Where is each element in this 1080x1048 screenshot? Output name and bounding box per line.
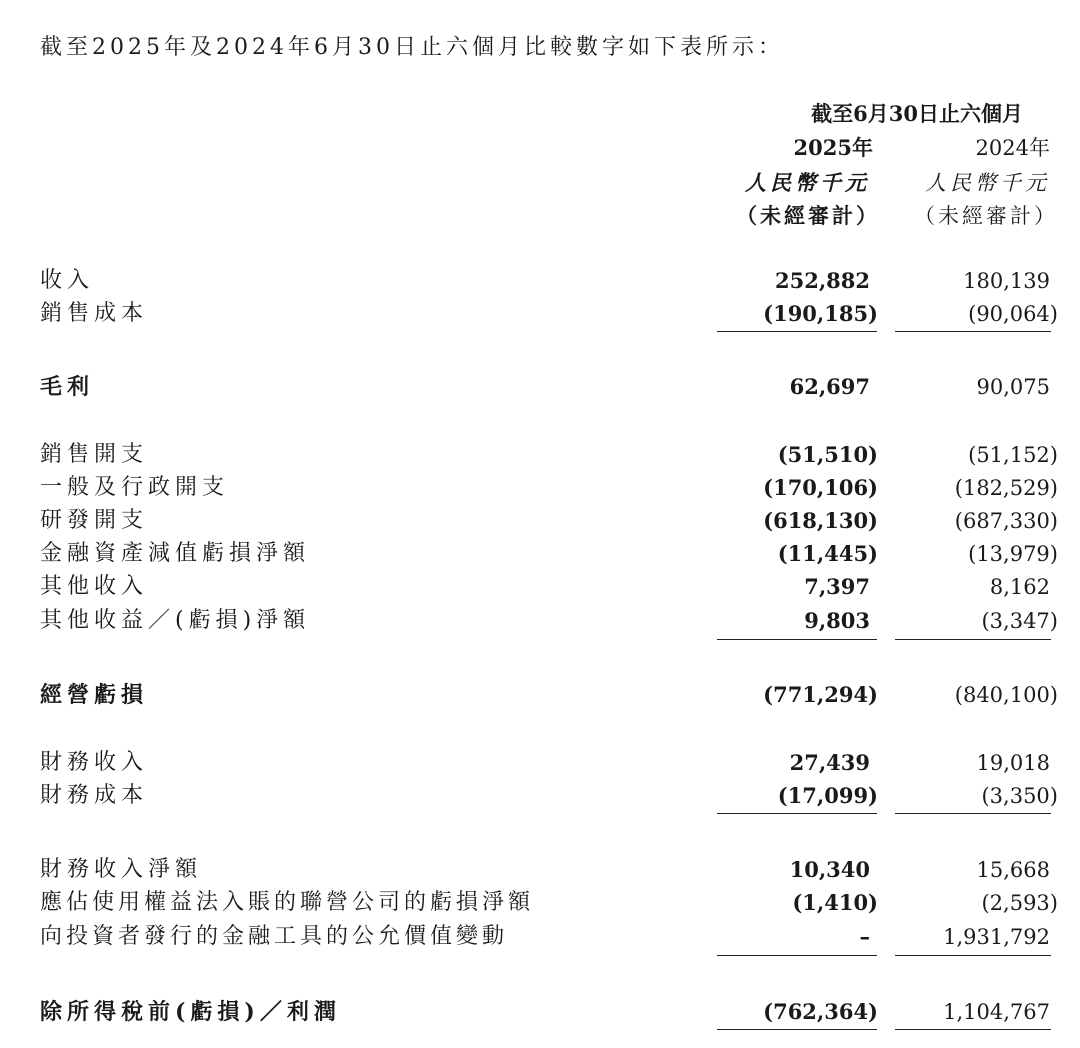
value-2025: (771,294)	[763, 682, 878, 707]
row-label: 除所得稅前(虧損)／利潤	[40, 999, 341, 1025]
table-row	[0, 264, 1080, 298]
value-2024: (3,347)	[981, 609, 1058, 633]
value-2025: (762,364)	[763, 999, 878, 1024]
value-2024: (687,330)	[954, 509, 1058, 533]
value-2024: (3,350)	[981, 784, 1058, 808]
value-2024: (840,100)	[954, 683, 1058, 707]
col1-year: 2025年	[793, 135, 873, 160]
value-2024: 180,139	[963, 269, 1050, 293]
intro-text: 截至2025年及2024年6月30日止六個月比較數字如下表所示：	[40, 35, 784, 60]
value-2024: (13,979)	[968, 542, 1058, 566]
subtotal-rule	[717, 331, 877, 332]
col2-currency: 人民幣千元	[925, 171, 1050, 195]
value-2025: 9,803	[804, 608, 870, 633]
row-label: 財務收入	[40, 750, 149, 775]
period-header: 截至6月30日止六個月	[811, 101, 1023, 126]
row-label: 應佔使用權益法入賬的聯營公司的虧損淨額	[40, 890, 535, 915]
table-row	[0, 886, 1080, 920]
table-row	[0, 678, 1080, 712]
value-2025: (190,185)	[763, 301, 878, 326]
row-label: 銷售開支	[40, 442, 149, 467]
value-2025: (170,106)	[763, 475, 878, 500]
col2-year: 2024年	[975, 136, 1050, 160]
subtotal-rule	[895, 955, 1051, 956]
table-row	[0, 570, 1080, 604]
row-label: 財務收入淨額	[40, 857, 203, 882]
row-label: 財務成本	[40, 783, 149, 808]
col1-currency: 人民幣千元	[745, 170, 870, 195]
value-2025: 252,882	[775, 268, 870, 293]
row-label: 收入	[40, 268, 95, 293]
subtotal-rule	[717, 955, 877, 956]
total-rule	[895, 1029, 1051, 1030]
row-label: 其他收入	[40, 574, 149, 599]
value-2025: (51,510)	[777, 442, 878, 467]
value-2025: 62,697	[789, 374, 870, 399]
value-2025: (618,130)	[763, 508, 878, 533]
table-row	[0, 537, 1080, 571]
table-row	[0, 297, 1080, 331]
subtotal-rule	[895, 813, 1051, 814]
table-row	[0, 471, 1080, 505]
value-2024: 1,931,792	[943, 925, 1050, 949]
subtotal-rule	[717, 813, 877, 814]
value-2024: 90,075	[976, 375, 1050, 399]
value-2024: (51,152)	[968, 443, 1058, 467]
value-2024: 8,162	[989, 575, 1050, 599]
row-label: 銷售成本	[40, 301, 149, 326]
table-row	[0, 504, 1080, 538]
value-2024: 19,018	[976, 751, 1050, 775]
subtotal-rule	[717, 639, 877, 640]
col2-audit: （未經審計）	[914, 204, 1058, 228]
value-2025: 10,340	[789, 857, 870, 882]
value-2024: (182,529)	[954, 476, 1058, 500]
table-row	[0, 604, 1080, 638]
value-2025: 27,439	[789, 750, 870, 775]
total-rule	[717, 1029, 877, 1030]
table-row	[0, 853, 1080, 887]
value-2025: –	[859, 924, 870, 949]
value-2024: 1,104,767	[943, 1000, 1050, 1024]
row-label: 毛利	[40, 374, 95, 400]
table-row	[0, 438, 1080, 472]
table-row	[0, 995, 1080, 1029]
table-row	[0, 779, 1080, 813]
subtotal-rule	[895, 331, 1051, 332]
row-label: 一般及行政開支	[40, 475, 230, 500]
table-row	[0, 920, 1080, 954]
value-2025: 7,397	[804, 574, 870, 599]
subtotal-rule	[895, 639, 1051, 640]
row-label: 研發開支	[40, 508, 149, 533]
table-row	[0, 370, 1080, 404]
value-2024: 15,668	[976, 858, 1050, 882]
value-2024: (2,593)	[981, 891, 1058, 915]
row-label: 金融資產減值虧損淨額	[40, 541, 311, 566]
table-row	[0, 746, 1080, 780]
row-label: 向投資者發行的金融工具的公允價值變動	[40, 924, 509, 949]
row-label: 經營虧損	[40, 682, 149, 708]
value-2025: (11,445)	[777, 541, 878, 566]
value-2025: (17,099)	[777, 783, 878, 808]
row-label: 其他收益／(虧損)淨額	[40, 608, 311, 633]
col1-audit: （未經審計）	[736, 203, 880, 228]
value-2025: (1,410)	[792, 890, 878, 915]
value-2024: (90,064)	[968, 302, 1058, 326]
